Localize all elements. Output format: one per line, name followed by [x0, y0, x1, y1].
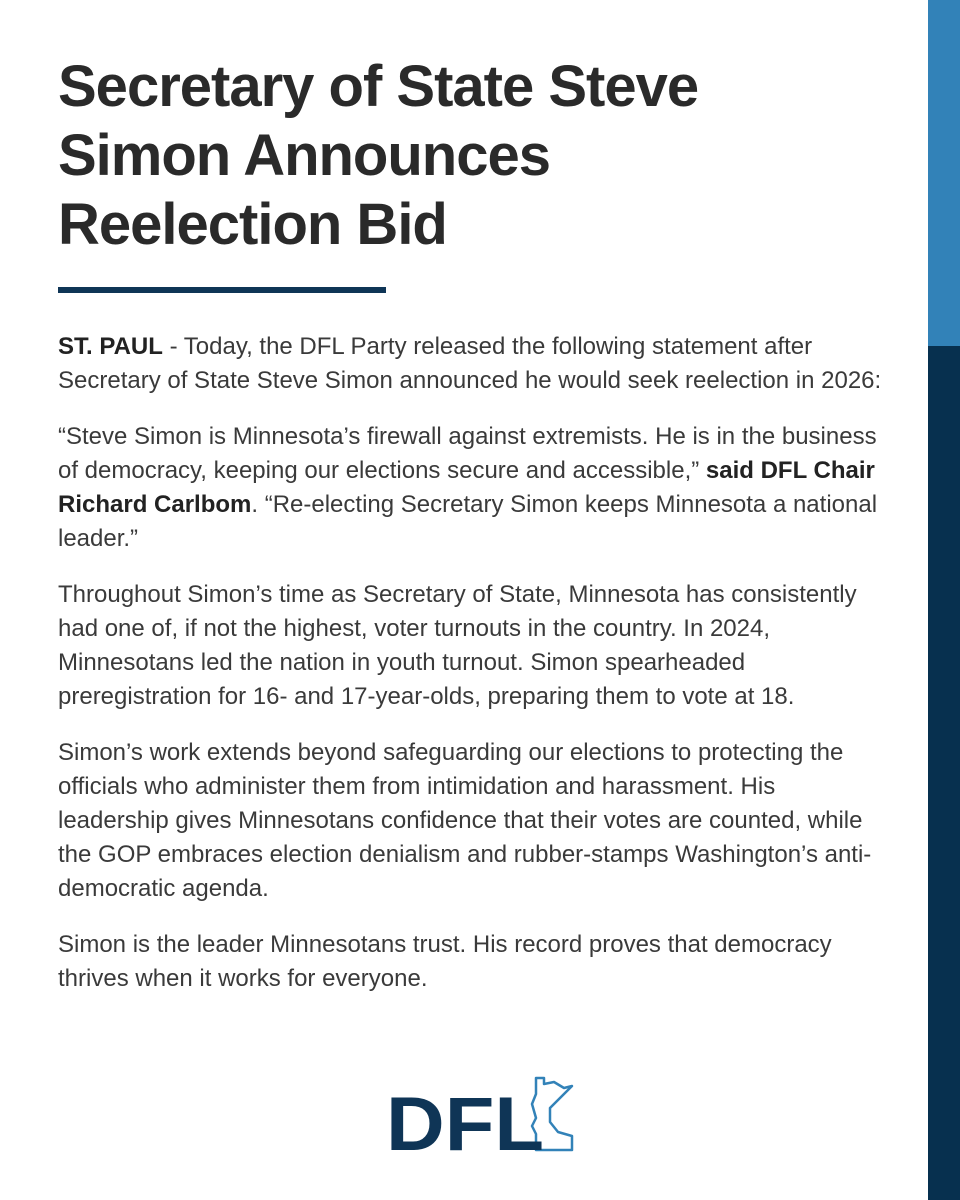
quote-part-b: . “Re-electing Secretary Simon keeps Minnesota a national leader.”: [58, 491, 878, 552]
paragraph-intro: [58, 330, 888, 398]
quote-part-a: “Steve Simon is Minnesota’s firewall against extremists. He is in the business of democracy, keeping our elections secure and accessible,”: [58, 423, 877, 484]
article-body: [58, 330, 888, 996]
headline: Secretary of State Steve Simon Announces Reelection Bid: [58, 54, 699, 257]
paragraph-quote: [58, 420, 888, 556]
paragraph-closing: Simon is the leader Minnesotans trust. His record proves that democracy thrives when it works for everyone.: [58, 931, 832, 992]
accent-bar-bottom: [928, 346, 960, 1200]
paragraph-record: Throughout Simon’s time as Secretary of State, Minnesota has consistently had one of, if not the highest, voter turnouts in the country. In 2024, Minnesotans led the nation in youth turnout. Simon spearheaded preregistration for 16- and 17-year-olds, preparing them to vote at 18.: [58, 581, 857, 710]
quote-attribution: said DFL Chair Richard Carlbom: [58, 457, 875, 518]
paragraph-safeguarding: Simon’s work extends beyond safeguarding our elections to protecting the officials who administer them from intimidation and harassment. His leadership gives Minnesotans confidence that their votes are counted, while the GOP embraces election denialism and rubber-stamps Washington’s anti-democratic agenda.: [58, 739, 872, 902]
dfl-logo-graphic: [386, 1074, 576, 1154]
accent-bar-top: [928, 0, 960, 346]
intro-text: - Today, the DFL Party released the following statement after Secretary of State Steve Simon announced he would seek reelection in 2026:: [58, 333, 882, 394]
press-release: [58, 52, 888, 1018]
dateline: ST. PAUL: [58, 333, 163, 360]
dfl-logo: [386, 1074, 576, 1154]
dfl-logo-text: DFL: [386, 1082, 544, 1154]
headline-divider: [58, 287, 386, 293]
